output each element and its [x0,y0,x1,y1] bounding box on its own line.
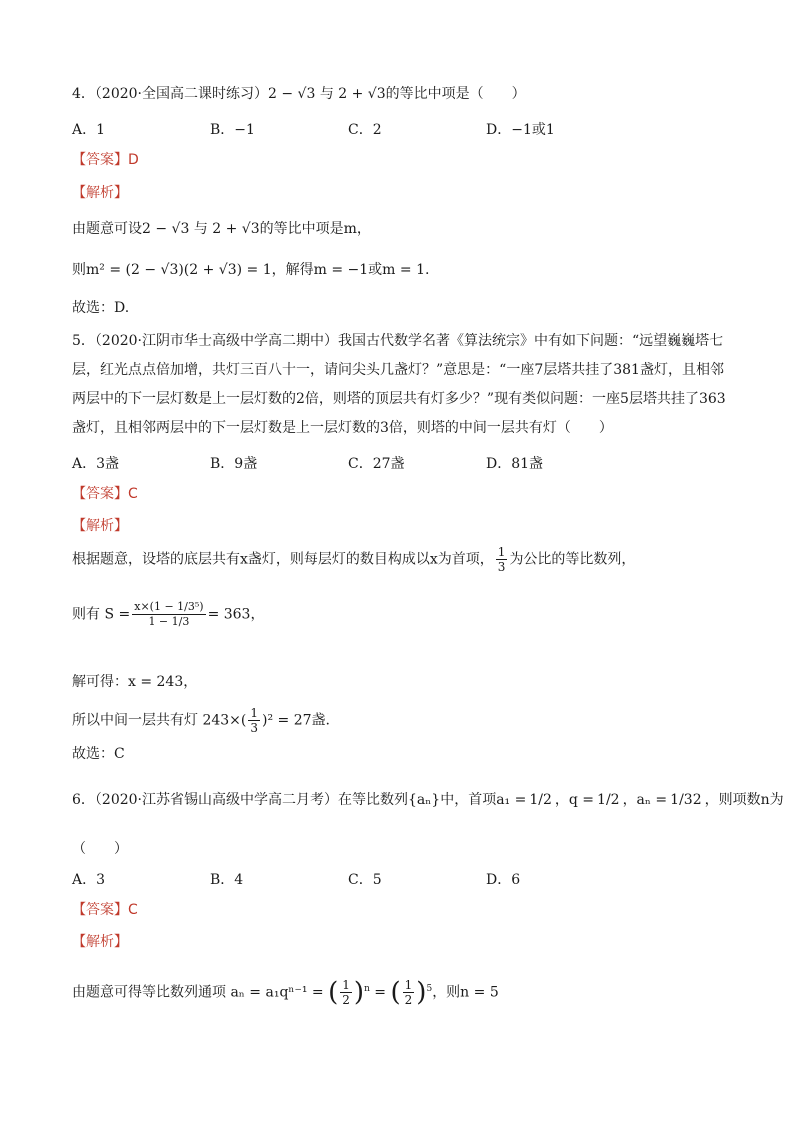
q5-option-b[interactable]: B．9盏 [210,456,258,472]
q6-half-1 [340,978,352,1007]
q6-option-a[interactable]: A．3 [72,872,106,888]
q5-analysis-line3: 解可得：x = 243， [72,674,198,690]
q6-an-label: ，aₙ = [622,792,668,808]
q4-conclusion: 故选：D. [72,300,130,316]
q6-analysis-line1: 由题意可得等比数列通项 aₙ = a₁qⁿ⁻¹ = ( $\frac{1}{2}$ )$^n$ = ( $\frac{1}{2}$ )$^5$，则n = 5 [72,977,499,1008]
q6-half-2 [403,978,415,1007]
q5-analysis-heading: 【解析】 [72,518,128,534]
q4-analysis-heading: 【解析】 [72,185,128,201]
q5-analysis-line2 [72,600,264,629]
q5-l4-end: )² = 27盏. [262,712,330,729]
q4-l1-end: 的等比中项是m， [259,221,371,237]
q6-stem-start: 6．（2020·江苏省锡山高级中学高二月考）在等比数列{aₙ}中，首项a₁ = [72,792,527,808]
q6-options [72,870,624,890]
q5-answer: 【答案】C [72,486,138,502]
q5-l2-end: = 363， [207,606,265,623]
q6-paren-open-2: ( [390,977,401,1008]
q6-option-c[interactable]: C．5 [348,872,382,888]
q6-a1-value: 1/2 [529,792,552,808]
q6-stem [72,790,784,810]
q4-option-b[interactable]: B．−1 [210,122,255,138]
q6-analysis-heading: 【解析】 [72,934,128,950]
q5-sum-num: x×(1 − 1/3⁵) [134,600,204,613]
q6-paren-close-1: ) [353,977,365,1008]
q5-l1-start: 根据题意，设塔的底层共有x盏灯，则每层灯的数目构成以x为首项， [72,551,494,568]
q5-l4-fraction [248,706,260,735]
q5-conclusion: 故选：C [72,746,125,762]
q4-options [72,120,624,140]
q6-half-1-den: 2 [342,993,350,1007]
q5-l2-start: 则有 S = [72,606,131,623]
q5-sum-den: 1 − 1/3 [148,615,190,628]
q5-option-d[interactable]: D．81盏 [486,456,544,472]
q6-half-1-num: 1 [342,978,350,992]
q6-half-2-num: 1 [404,978,413,992]
q5-analysis-line4 [72,706,330,735]
q4-l1-expr: 2 − √3 与 2 + √3 [142,221,260,237]
q5-stem: 5．（2020·江阴市华士高级中学高二期中）我国古代数学名著《算法统宗》中有如下问题：“远望巍巍塔七层，红光点点倍加增，共灯三百八十一，请问尖头几盏灯？”意思是：“一座7层塔共挂了381盏灯，且相邻两层中的下一层灯数是上一层灯数的2倍，则塔的顶层共有灯多少？”现有类似问题：一座5层塔共挂了363盏灯，且相邻两层中的下一层灯数是上一层灯数的3倍，则塔的中间一层共有灯（ ） [72,333,726,436]
q4-stem [72,84,526,104]
q5-sum-fraction [132,600,205,629]
q6-answer: 【答案】C [72,902,138,918]
q5-l4-start: 所以中间一层共有灯 243×( [72,712,247,729]
q5-ratio-fraction [496,545,508,574]
q4-answer: 【答案】D [72,152,139,168]
q5-ratio-num: 1 [497,545,506,559]
q6-stem-end: ，则项数n为 [704,792,784,808]
q6-q-label: ，q = [554,792,595,808]
q6-exponent-n: n [364,983,370,994]
q4-option-d[interactable]: D．−1或1 [486,122,555,138]
q4-option-c[interactable]: C．2 [348,122,382,138]
q4-analysis-line2: 则m² = (2 − √3)(2 + √3) = 1，解得m = −1或m = 1. [72,262,430,278]
q6-option-b[interactable]: B．4 [210,872,244,888]
q5-l4-den: 3 [250,721,259,735]
q4-analysis-line1 [72,219,371,239]
q5-ratio-den: 3 [497,560,506,574]
q5-options [72,454,624,474]
q6-an-value: 1/32 [670,792,702,808]
q6-paren-close-2: ) [416,977,427,1008]
q5-option-a[interactable]: A．3盏 [72,456,120,472]
q5-l4-num: 1 [250,706,259,720]
q6-blank: （ ） [72,841,128,857]
q6-q-value: 1/2 [597,792,620,808]
q6-l1-end: ，则n = 5 [432,984,499,1001]
q4-option-a[interactable]: A．1 [72,122,106,138]
q4-stem-end: 的等比中项是（ ） [385,86,526,102]
q6-exponent-5: 5 [426,983,433,994]
q4-expression: 2 − √3 与 2 + √3 [268,86,386,102]
q6-option-d[interactable]: D．6 [486,872,521,888]
q6-half-2-den: 2 [404,993,413,1007]
q6-paren-open-1: ( [328,977,339,1008]
q4-source: 4．（2020·全国高二课时练习） [72,86,268,102]
q5-analysis-line1 [72,545,635,574]
q5-l1-end: 为公比的等比数列， [509,551,636,568]
q6-l1-start: 由题意可得等比数列通项 aₙ = a₁qⁿ⁻¹ = [72,984,324,1001]
q5-option-c[interactable]: C．27盏 [348,456,405,472]
q4-l1-start: 由题意可设 [72,221,142,237]
